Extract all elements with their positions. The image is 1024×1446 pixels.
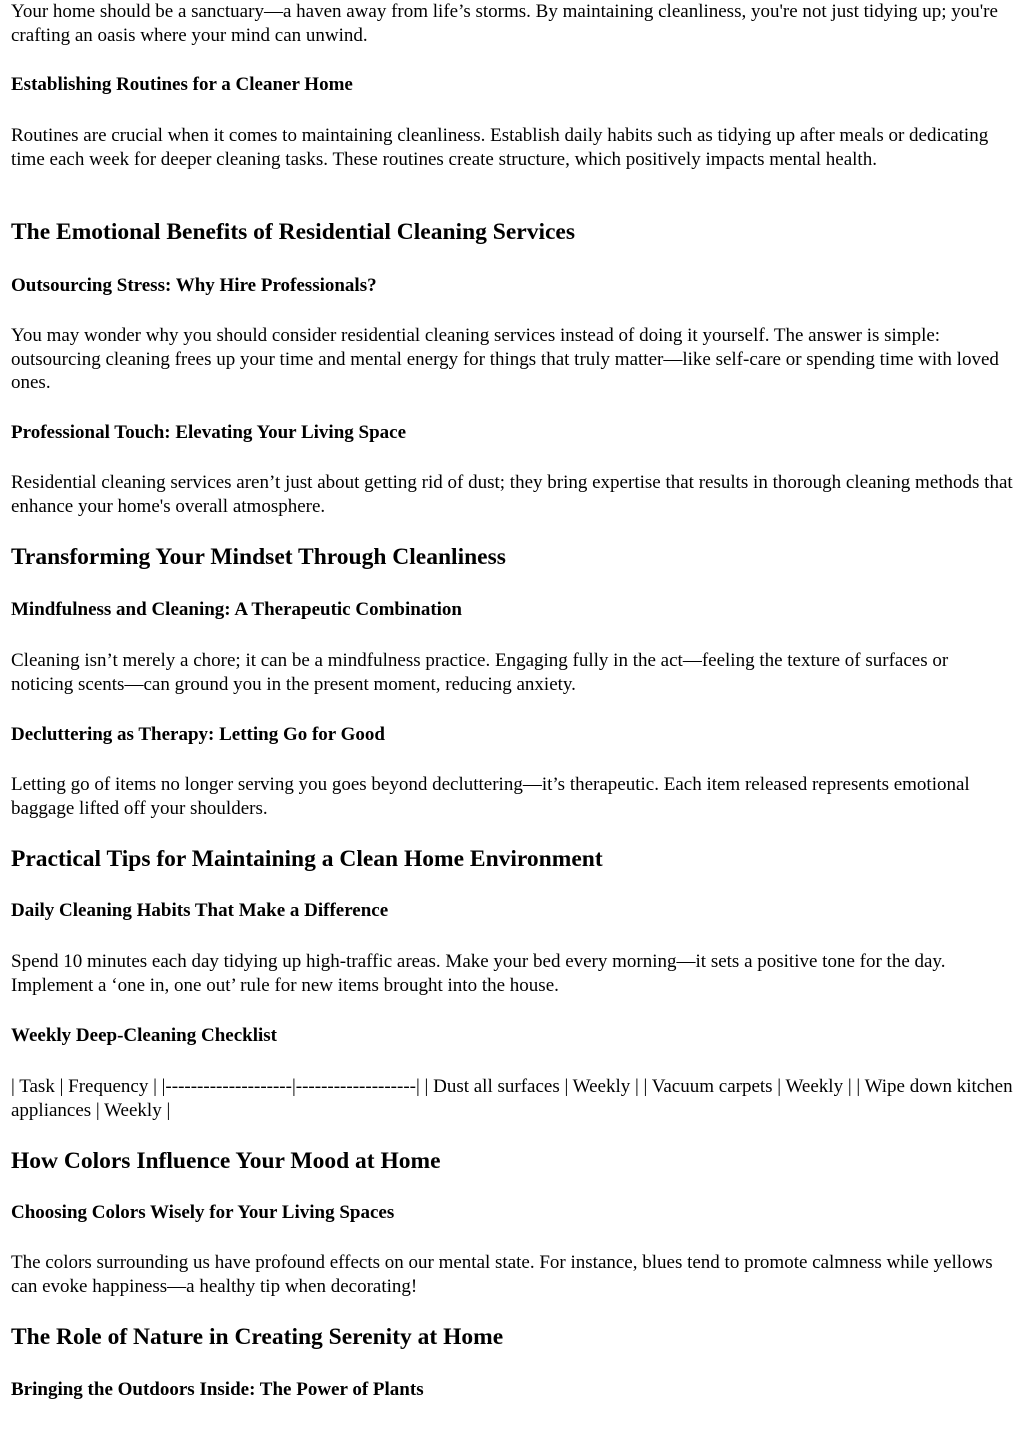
routines-paragraph: Routines are crucial when it comes to maintaining cleanliness. Establish daily habits such as tidying up after meals or dedicating time each week for deeper cleaning tasks. These routines create structure, which positively impacts mental health. [11,125,989,170]
heading-professional-touch: Professional Touch: Elevating Your Living Space [11,422,407,443]
heading-choosing-colors: Choosing Colors Wisely for Your Living Spaces [11,1202,395,1223]
heading-establishing-routines: Establishing Routines for a Cleaner Home [11,74,353,95]
heading-role-of-nature: The Role of Nature in Creating Serenity at Home [11,1324,504,1350]
heading-outdoors-inside: Bringing the Outdoors Inside: The Power of Plants [11,1379,424,1400]
mindfulness-paragraph: Cleaning isn’t merely a chore; it can be a mindfulness practice. Engaging fully in the act—feeling the texture of surfaces or noticing scents—can ground you in the present moment, reducing anxiety. [11,650,949,695]
outsourcing-paragraph: You may wonder why you should consider residential cleaning services instead of doing it yourself. The answer is simple: outsourcing cleaning frees up your time and mental energy for things that truly matter—like self-care or spending time with loved ones. [11,325,999,393]
intro-paragraph: Your home should be a sanctuary—a haven away from life’s storms. By maintaining cleanliness, you're not just tidying up; you're crafting an oasis where your mind can unwind. [11,1,998,46]
heading-colors-mood: How Colors Influence Your Mood at Home [11,1148,441,1174]
daily-habits-paragraph: Spend 10 minutes each day tidying up high-traffic areas. Make your bed every morning—it sets a positive tone for the day. Implement a ‘one in, one out’ rule for new items brought into the house. [11,951,946,996]
heading-emotional-benefits: The Emotional Benefits of Residential Cleaning Services [11,219,575,245]
heading-weekly-checklist: Weekly Deep-Cleaning Checklist [11,1025,277,1046]
professional-touch-paragraph: Residential cleaning services aren’t just about getting rid of dust; they bring expertise that results in thorough cleaning methods that enhance your home's overall atmosphere. [11,472,1013,517]
decluttering-paragraph: Letting go of items no longer serving you goes beyond decluttering—it’s therapeutic. Each item released represents emotional baggage lifted off your shoulders. [11,774,970,819]
heading-daily-habits: Daily Cleaning Habits That Make a Difference [11,900,389,921]
heading-mindfulness-cleaning: Mindfulness and Cleaning: A Therapeutic Combination [11,599,462,620]
weekly-checklist-text: | Task | Frequency | |--------------------|-------------------| | Dust all surfaces | Weekly | | Vacuum carpets | Weekly | | Wipe down kitchen appliances | Weekly | [11,1076,1013,1121]
heading-decluttering-therapy: Decluttering as Therapy: Letting Go for Good [11,724,385,745]
colors-paragraph: The colors surrounding us have profound effects on our mental state. For instance, blues tend to promote calmness while yellows can evoke happiness—a healthy tip when decorating! [11,1252,993,1297]
heading-practical-tips: Practical Tips for Maintaining a Clean Home Environment [11,846,603,872]
heading-outsourcing-stress: Outsourcing Stress: Why Hire Professionals? [11,275,377,296]
heading-transforming-mindset: Transforming Your Mindset Through Cleanliness [11,544,506,570]
